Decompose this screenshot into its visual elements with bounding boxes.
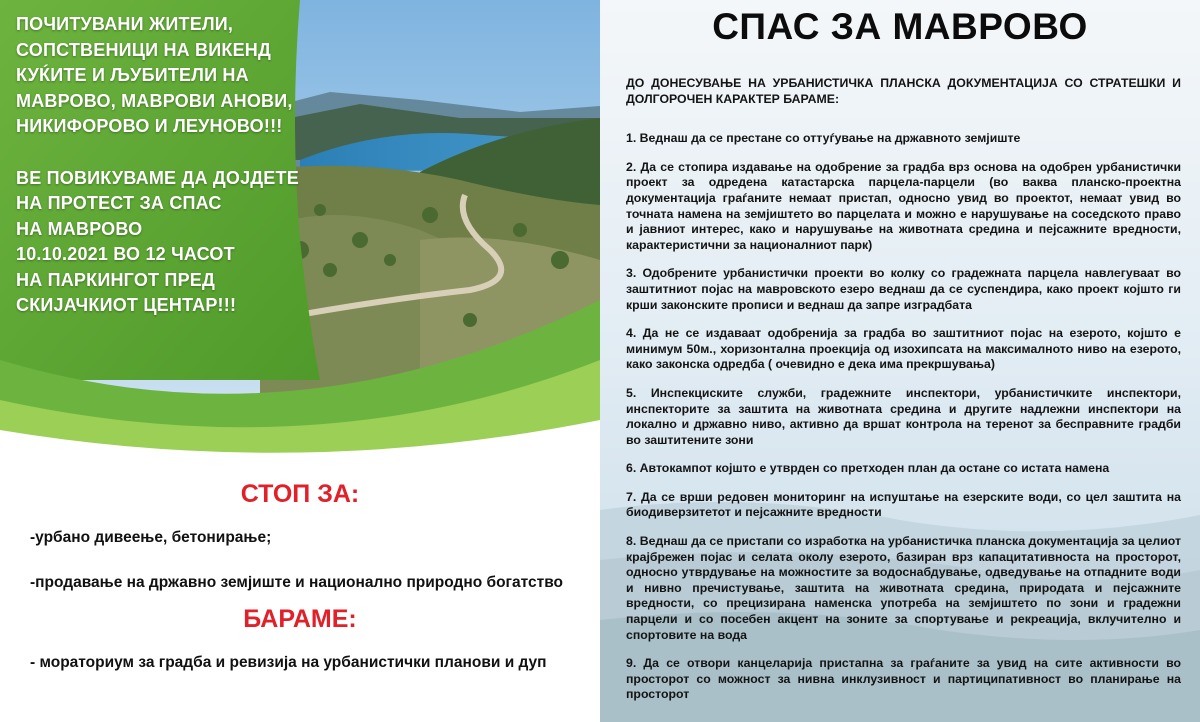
protest-line: ВЕ ПОВИКУВАМЕ ДА ДОЈДЕТЕ [16,167,299,188]
stop-item: -урбано дивеење, бетонирање; [30,529,272,546]
stop-section [0,480,600,673]
invite-line: МАВРОВО, МАВРОВИ АНОВИ, [16,90,293,111]
spacer [16,140,306,166]
page-title: СПАС ЗА МАВРОВО [712,6,1088,47]
demand-paragraph: 8. Веднаш да се пристапи со изработка на урбанистичка планска документација за целиот крајбрежен појас и селата околу езерото, базиран врз капацитативноста на просторот, односно утврдување на можностите за водоснабдување, одведување на отпадните води и нивно пречистување, заштита на животната средина, природата и пејсажните вредности, со прецизирана наменска употреба на земјиштето по зони и градежни парцели и со посебен акцент на зоните за спортување и рекреација, вклучително и спортовите на вода [626,534,1181,642]
stop-item: -продавање на државно земјиште и национално природно богатство [30,574,564,591]
demands-list [626,76,1181,716]
invite-line: НИКИФОРОВО И ЛЕУНОВО!!! [16,116,283,136]
demand-item: - мораториум за градба и ревизија на урбанистички планови и дуп [30,654,547,671]
protest-line: НА ПАРКИНГОТ ПРЕД [16,269,216,290]
protest-line: НА ПРОТЕСТ ЗА СПАС [16,193,222,213]
protest-line: 10.10.2021 ВО 12 ЧАСОТ [16,244,235,264]
demand-paragraph: 4. Да не се издаваат одобренија за градба во заштитниот појас на езерото, којшто е минимум 50м., хоризонтална проекција од изохипсата на максималното ниво на езерото, како законска одредба ( очевидно е дека има прекршувања) [626,326,1181,372]
demand-heading: БАРАМЕ: [243,605,357,633]
demand-paragraph: 5. Инспекциските служби, градежните инспектори, урбанистичките инспектори, инспекторите за заштита на животната средина и другите надлежни инспектори на локално и државно ниво, активно да вршат контрола на теренот за бесправните градби во заштитените зони [626,385,1181,447]
invite-line: ПОЧИТУВАНИ ЖИТЕЛИ, [16,14,234,34]
demand-paragraph: 9. Да се отвори канцеларија пристапна за граѓаните за увид на сите активности во просторот со можност за нивна инклузивност и партиципативност во планирање на просторот [626,656,1181,702]
protest-line: НА МАВРОВО [16,218,143,239]
demand-paragraph: 6. Автокампот којшто е утврден со претходен план да остане со истата намена [626,461,1110,476]
invitation-text [16,12,306,319]
demands-intro: ДО ДОНЕСУВАЊЕ НА УРБАНИСТИЧКА ПЛАНСКА ДОКУМЕНТАЦИЈА СО СТРАТЕШКИ И ДОЛГОРОЧЕН КАРАКТЕР БАРАМЕ: [626,76,1181,106]
demand-paragraph: 2. Да се стопира издавање на одобрение за градба врз основа на одобрен урбанистички проект за одредена катастарска парцела-парцели (во ваква планско-проектна документација граѓаните немаат пристап, односно увид во проектот, немаат увид во точната намена на земјиштето во парцелата и можно е нарушување на соседското право и јавниот интерес, како и нарушување на животната средина и пејсажните вредности, карактеристични за националниот парк) [626,159,1181,252]
demand-paragraph: 1. Веднаш да се престане со оттуѓување на државното земјиште [626,131,1021,146]
demand-paragraph: 7. Да се врши редовен мониторинг на испуштање на езерските води, со цел заштита на биодиверзитетот и пејсажните вредности [626,489,1181,520]
demand-paragraph: 3. Одобрените урбанистички проекти во колку со градежната парцела навлегуваат во заштитниот појас на мавровското езеро веднаш да се суспендира, како проект којшто ги крши законските прописи и веднаш да запре изградбата [626,266,1181,312]
right-panel [600,0,1200,722]
stop-heading: СТОП ЗА: [240,480,360,508]
invite-line: КУЌИТЕ И ЉУБИТЕЛИ НА [16,65,249,85]
protest-line: СКИЈАЧКИОТ ЦЕНТАР!!! [16,295,237,315]
invite-line: СОПСТВЕНИЦИ НА ВИКЕНД [16,39,272,60]
